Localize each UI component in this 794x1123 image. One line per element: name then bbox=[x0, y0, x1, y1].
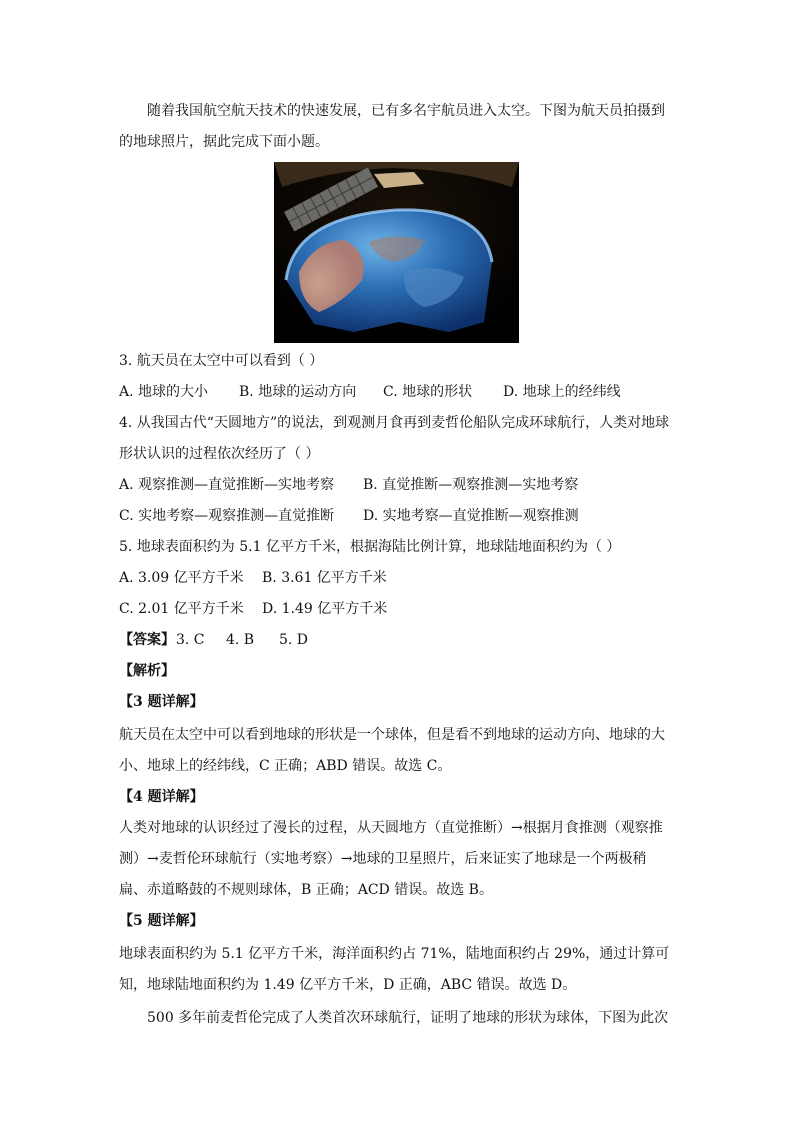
q5-option-a: A. 3.09 亿平方千米 bbox=[119, 570, 244, 586]
answer-3: 3. C bbox=[176, 632, 205, 648]
q4-option-a: A. 观察推测—直觉推断—实地考察 bbox=[119, 477, 335, 493]
q3-detail-line-2: 小、地球上的经纬线，C 正确；ABD 错误。故选 C。 bbox=[119, 758, 452, 774]
q4-detail-line-2: 测）→麦哲伦环球航行（实地考察）→地球的卫星照片，后来证实了地球是一个两极稍 bbox=[119, 851, 647, 867]
q3-detail-line-1: 航天员在太空中可以看到地球的形状是一个球体，但是看不到地球的运动方向、地球的大 bbox=[119, 727, 665, 743]
answer-4: 4. B bbox=[226, 632, 255, 648]
q4-option-d: D. 实地考察—直觉推断—观察推测 bbox=[363, 508, 579, 524]
q3-option-d: D. 地球上的经纬线 bbox=[503, 384, 621, 400]
answer-label: 【答案】 bbox=[119, 632, 175, 648]
intro-line-2: 的地球照片，据此完成下面小题。 bbox=[119, 134, 329, 150]
earth-photo bbox=[274, 162, 519, 343]
next-question-intro: 500 多年前麦哲伦完成了人类首次环球航行，证明了地球的形状为球体，下图为此次 bbox=[147, 1010, 669, 1026]
q5-stem: 5. 地球表面积约为 5.1 亿平方千米，根据海陆比例计算，地球陆地面积约为（ ） bbox=[119, 539, 621, 555]
q5-detail-line-2: 知，地球陆地面积约为 1.49 亿平方千米，D 正确，ABC 错误。故选 D。 bbox=[119, 977, 577, 993]
q4-option-c: C. 实地考察—观察推测—直觉推断 bbox=[119, 508, 335, 524]
q3-option-c: C. 地球的形状 bbox=[383, 384, 473, 400]
q5-option-b: B. 3.61 亿平方千米 bbox=[262, 570, 387, 586]
q4-detail-line-3: 扁、赤道略鼓的不规则球体，B 正确；ACD 错误。故选 B。 bbox=[119, 882, 493, 898]
q5-option-d: D. 1.49 亿平方千米 bbox=[262, 601, 388, 617]
earth-photo-illustration bbox=[274, 162, 519, 343]
q3-stem: 3. 航天员在太空中可以看到（ ） bbox=[119, 353, 324, 369]
q4-stem-line-2: 形状认识的过程依次经历了（ ） bbox=[119, 446, 320, 462]
q5-detail-heading: 【5 题详解】 bbox=[119, 913, 204, 929]
q3-detail-heading: 【3 题详解】 bbox=[119, 694, 204, 710]
q4-detail-line-1: 人类对地球的认识经过了漫长的过程，从天圆地方（直觉推断）→根据月食推测（观察推 bbox=[119, 820, 663, 836]
q4-detail-heading: 【4 题详解】 bbox=[119, 789, 204, 805]
q5-option-c: C. 2.01 亿平方千米 bbox=[119, 601, 244, 617]
q5-detail-line-1: 地球表面积约为 5.1 亿平方千米，海洋面积约占 71%，陆地面积约占 29%，通过计算可 bbox=[119, 946, 670, 962]
q4-stem-line-1: 4. 从我国古代“天圆地方”的说法，到观测月食再到麦哲伦船队完成环球航行，人类对地球 bbox=[119, 415, 670, 431]
answer-5: 5. D bbox=[279, 632, 309, 648]
analysis-label: 【解析】 bbox=[119, 663, 175, 679]
q4-option-b: B. 直觉推断—观察推测—实地考察 bbox=[363, 477, 579, 493]
q3-option-b: B. 地球的运动方向 bbox=[239, 384, 357, 400]
intro-line-1: 随着我国航空航天技术的快速发展，已有多名宇航员进入太空。下图为航天员拍摄到 bbox=[147, 103, 665, 119]
q3-option-a: A. 地球的大小 bbox=[119, 384, 209, 400]
